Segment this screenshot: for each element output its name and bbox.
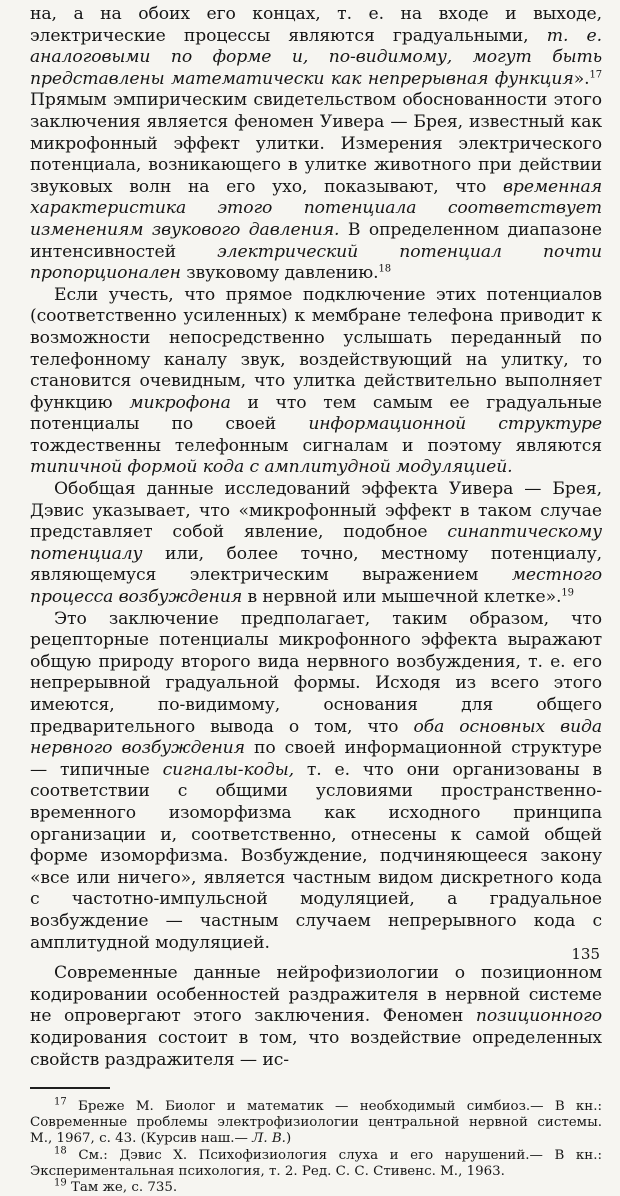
- text-run: ».: [573, 68, 590, 89]
- text-run: Обобщая данные исследований эффекта Уивера — Брея, Дэвис указывает, что «микрофонный эффект в таком случае представляет собой явление, подобное: [30, 479, 602, 543]
- footnotes: [30, 1096, 602, 1196]
- text-run: т. е. что они организованы в соответствии с общими условиями пространственно-временного изоморфизма как исходного принципа организации и, соответственно, отнесены к самой общей форме изоморфизма. Возбуждение, подчиняющееся закону «все или ничего», является частным видом дискретного кода с частотно-импульсной модуляцией, а градуальное возбуждение — частным случаем непрерывного кода с амплитудной модуляцией.: [30, 759, 602, 953]
- footnote-marker: 19: [54, 1177, 67, 1189]
- page-number: 135: [571, 945, 600, 963]
- italic-text: микрофона: [129, 392, 231, 413]
- text-run: Это заключение предполагает, таким образом, что рецепторные потенциалы микрофонного эффекта выражают общую природу второго вида нервного возбуждения, т. е. его непрерывной градуальной формы. Исходя из всего этого имеются, по-видимому, основания для общего предварительного вывода о том, что: [30, 608, 602, 737]
- main-text: [30, 4, 602, 1071]
- text-run: Прямым эмпирическим свидетельством обоснованности этого заключения является феномен Уивера — Брея, известный как микрофонный эффект улитки. Измерения электрического потенциала, возникающего в улитке животного при действии звуковых волн на его ухо, показывают, что: [30, 90, 602, 197]
- paragraph-2: [30, 285, 602, 479]
- footnote-divider: [30, 1087, 110, 1089]
- footnote-marker: 18: [54, 1145, 67, 1157]
- page: [30, 4, 602, 1196]
- text-run: звуковому давлению.: [180, 263, 379, 284]
- text-run: кодирования состоит в том, что воздействие определенных свойств раздражителя — ис-: [30, 1027, 602, 1070]
- text-run: тождественны телефонным сигналам и поэтому являются: [30, 435, 602, 456]
- italic-text: т. е. аналоговыми по форме и, по-видимому, могут быть представлены математически как непрерывная функция: [30, 25, 602, 89]
- paragraph-5: [30, 963, 602, 1071]
- text-run: ): [285, 1131, 292, 1147]
- footnote-reference: 19: [561, 587, 574, 599]
- text-run: Если учесть, что прямое подключение этих потенциалов (соответственно усиленных) к мембране телефона приводит к возможности непосредственно услышать переданный по телефонному каналу звук, воздействующий на улитку, то становится очевидным, что улитка действительно выполняет функцию: [30, 284, 602, 413]
- footnote-17: [30, 1096, 602, 1148]
- footnote-marker: 17: [54, 1096, 67, 1108]
- text-run: в нервной или мышечной клетке».: [242, 587, 562, 608]
- text-run: Там же, с. 735.: [66, 1180, 178, 1196]
- text-run: В определенном диапазоне интенсивностей: [30, 219, 602, 262]
- paragraph-3: [30, 479, 602, 609]
- paragraph-4: [30, 609, 602, 955]
- italic-text: Л. В.: [252, 1131, 286, 1147]
- italic-text: типичной формой кода с амплитудной модуляцией.: [30, 457, 513, 478]
- paragraph-1: [30, 4, 602, 285]
- text-run: Современные данные нейрофизиологии о позиционном кодировании особенностей раздражителя в нервной системе не опровергают этого заключения. Феномен: [30, 963, 602, 1027]
- footnote-reference: 17: [589, 69, 602, 81]
- footnote-19: [30, 1177, 602, 1196]
- italic-text: временная характеристика этого потенциала соответствует изменениям звукового давления.: [30, 176, 602, 240]
- italic-text: оба основных вида нервного возбуждения: [30, 716, 602, 759]
- footnote-reference: 18: [378, 263, 392, 275]
- italic-text: сигналы-коды,: [162, 759, 294, 780]
- text-run: Бреже М. Биолог и математик — необходимый симбиоз.— В кн.: Современные проблемы электрофизиологии центральной нервной системы. М., 1967, с. 43. (Курсив наш.—: [30, 1098, 602, 1147]
- italic-text: позиционного: [475, 1006, 602, 1027]
- text-run: См.: Дэвис Х. Психофизиология слуха и его нарушений.— В кн.: Экспериментальная психология, т. 2. Ред. С. С. Стивенс. М., 1963.: [30, 1147, 602, 1179]
- text-run: на, а на обоих его концах, т. е. на входе и выходе, электрические процессы являются градуальными,: [30, 4, 602, 46]
- text-run: и что тем самым ее градуальные потенциалы по своей: [30, 392, 602, 435]
- italic-text: электрический потенциал почти пропорционален: [30, 241, 602, 284]
- footnote-18: [30, 1145, 602, 1181]
- text-run: по своей информационной структуре — типичные: [30, 738, 602, 780]
- italic-text: местного процесса возбуждения: [30, 565, 602, 608]
- italic-text: информационной структуре: [308, 414, 603, 435]
- text-run: или, более точно, местному потенциалу, являющемуся электрическим выражением: [30, 543, 602, 586]
- italic-text: синаптическому потенциалу: [30, 522, 602, 564]
